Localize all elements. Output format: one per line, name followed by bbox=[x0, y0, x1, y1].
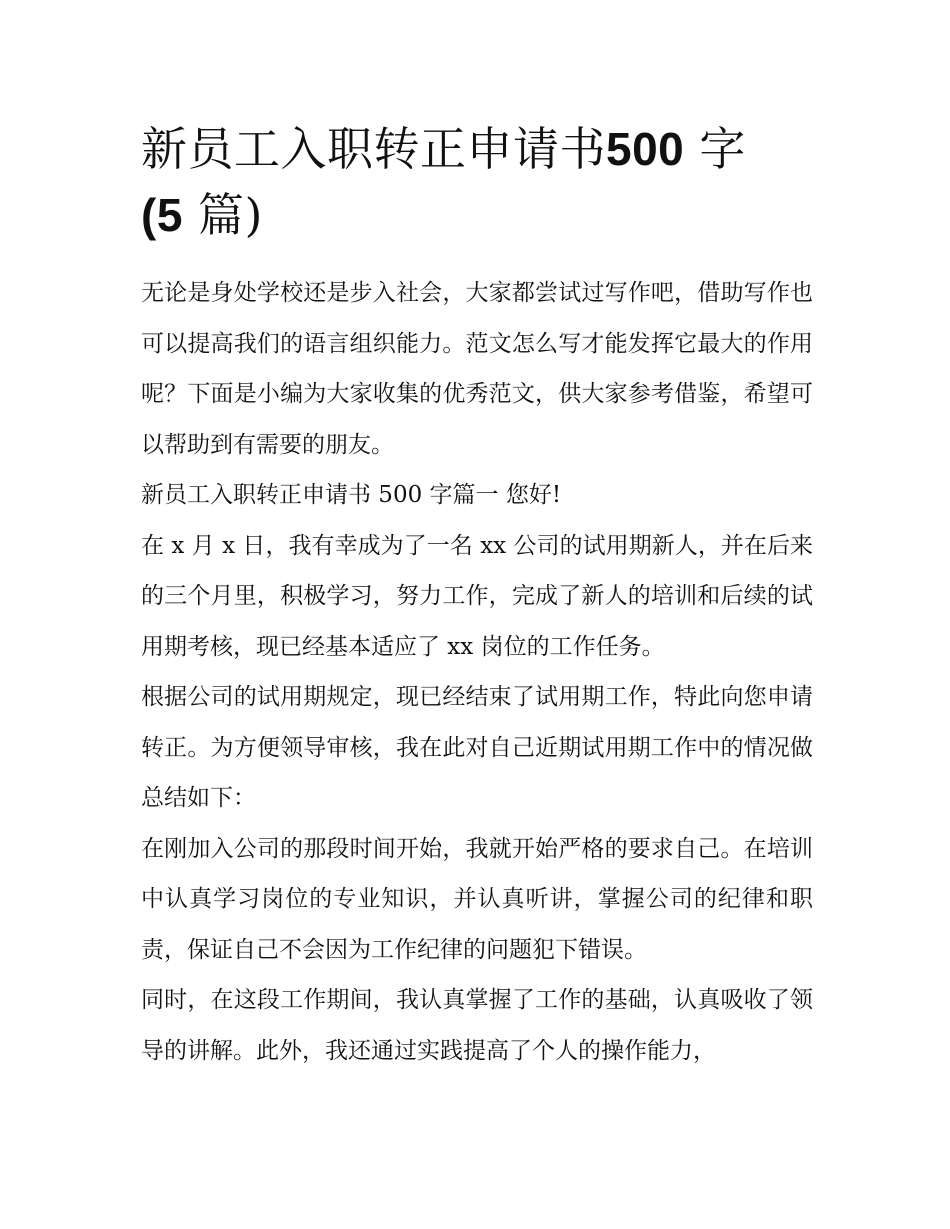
paragraph-list bbox=[141, 268, 813, 1076]
document-title bbox=[141, 116, 813, 248]
section-heading: 新员工入职转正申请书 500 字篇一 您好! bbox=[141, 482, 562, 508]
body-paragraph: 在 x 月 x 日，我有幸成为了一名 xx 公司的试用期新人，并在后来的三个月里，积极学习，努力工作，完成了新人的培训和后续的试用期考核，现已经基本适应了 xx 岗位的工作任务。 bbox=[141, 532, 813, 660]
body-paragraph: 在刚加入公司的那段时间开始，我就开始严格的要求自己。在培训中认真学习岗位的专业知识，并认真听讲，掌握公司的纪律和职责，保证自己不会因为工作纪律的问题犯下错误。 bbox=[141, 835, 813, 963]
title-text-suffix: 字 bbox=[684, 122, 746, 176]
document-body bbox=[141, 116, 813, 1076]
title-text: 新员工入职转正申请书 bbox=[141, 122, 606, 176]
intro-paragraph: 无论是身处学校还是步入社会，大家都尝试过写作吧，借助写作也可以提高我们的语言组织能力。范文怎么写才能发挥它最大的作用呢？下面是小编为大家收集的优秀范文，供大家参考借鉴，希望可以帮助到有需要的朋友。 bbox=[141, 280, 813, 458]
title-number: 500 bbox=[606, 123, 685, 175]
title-count-suffix: 篇) bbox=[182, 188, 263, 242]
title-count: (5 bbox=[141, 189, 183, 241]
body-paragraph: 同时，在这段工作期间，我认真掌握了工作的基础，认真吸收了领导的讲解。此外，我还通过实践提高了个人的操作能力， bbox=[141, 987, 813, 1064]
body-paragraph: 根据公司的试用期规定，现已经结束了试用期工作，特此向您申请转正。为方便领导审核，我在此对自己近期试用期工作中的情况做总结如下： bbox=[141, 684, 813, 811]
